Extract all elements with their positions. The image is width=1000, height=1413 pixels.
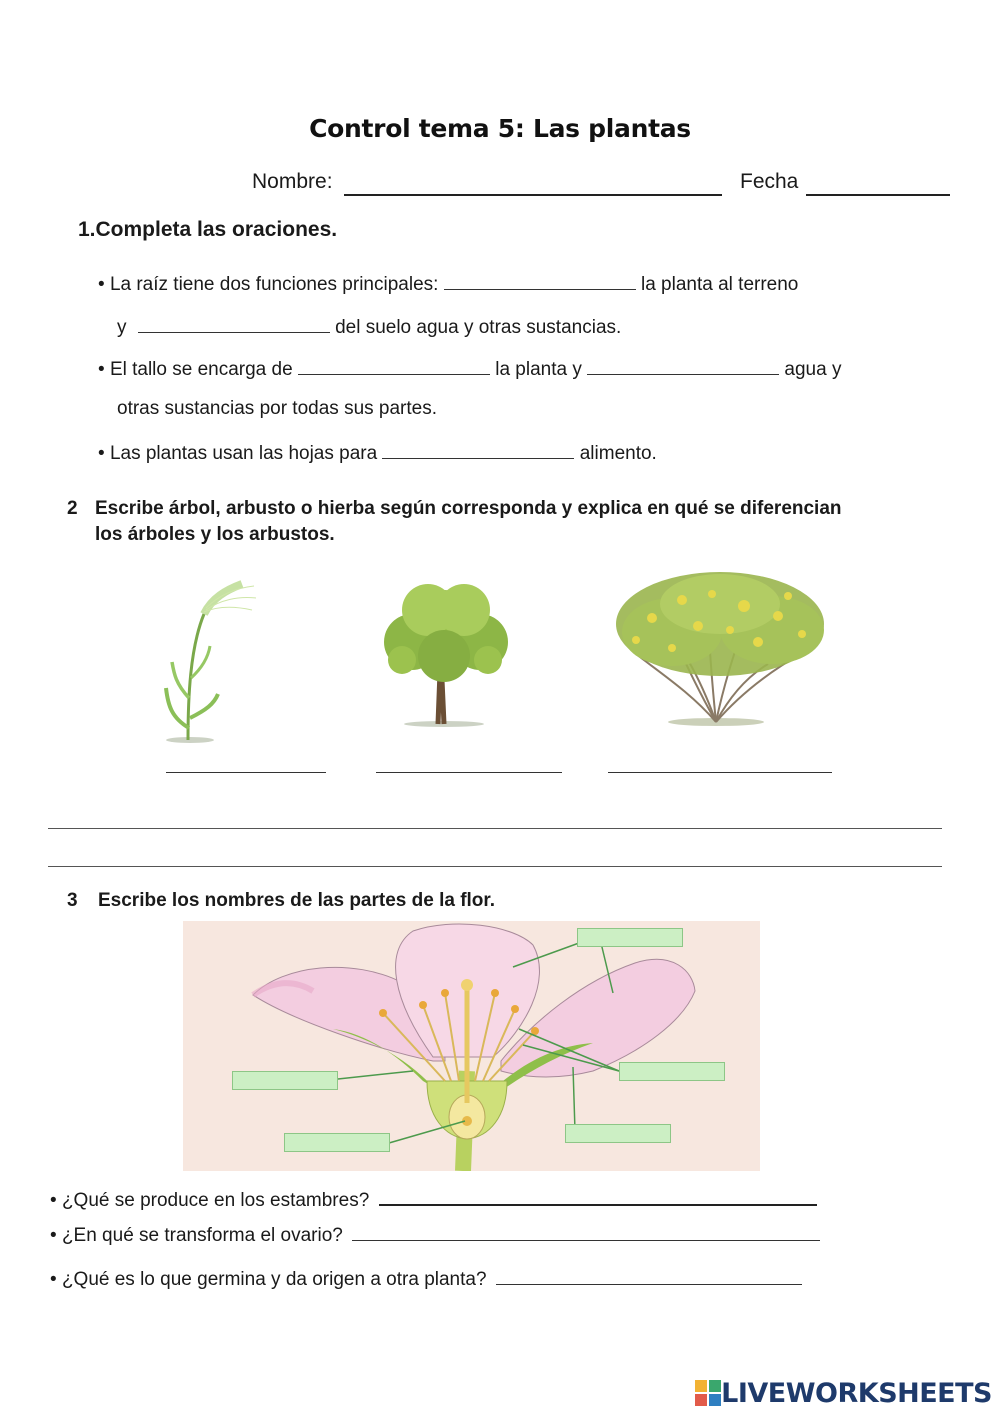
bullet-icon: •: [50, 1190, 57, 1211]
sentence-1-continued: [117, 314, 621, 339]
sentence-1-text-2: la planta al terreno: [640, 274, 799, 295]
grass-answer-line[interactable]: [166, 754, 326, 773]
blank-2a[interactable]: [298, 356, 490, 375]
final-answer-line-1[interactable]: [379, 1188, 817, 1206]
final-question-3-text: ¿Qué es lo que germina y da origen a otra planta?: [61, 1269, 487, 1290]
question-2-line-1: Escribe árbol, arbusto o hierba según corresponda y explica en qué se diferencian: [95, 498, 842, 519]
sentence-3-text-2: alimento.: [579, 443, 657, 464]
sentence-1-text: La raíz tiene dos funciones principales:: [109, 274, 439, 295]
sentence-1: [98, 271, 798, 296]
name-field-row: [252, 170, 722, 196]
final-question-1-text: ¿Qué se produce en los estambres?: [61, 1190, 370, 1211]
liveworksheets-logo-text: LIVEWORKSHEETS: [721, 1377, 992, 1409]
section-1-heading: 1.Completa las oraciones.: [78, 218, 338, 241]
date-label: Fecha: [740, 170, 799, 193]
flower-label-box-1[interactable]: [577, 928, 683, 947]
sentence-1-text-4: del suelo agua y otras sustancias.: [335, 317, 622, 338]
blank-1b[interactable]: [138, 314, 330, 333]
tree-illustration: [372, 580, 522, 728]
blank-3[interactable]: [382, 440, 574, 459]
bullet-icon: •: [98, 274, 105, 295]
question-2-line-2: los árboles y los arbustos.: [95, 524, 335, 545]
question-2-number: 2: [67, 498, 78, 519]
sentence-2-text-2: la planta y: [495, 359, 582, 380]
date-field-row: [740, 170, 950, 196]
bullet-icon: •: [98, 443, 105, 464]
page-title: Control tema 5: Las plantas: [309, 114, 691, 143]
grass-shadow-icon: [166, 737, 214, 743]
sentence-1-text-3: y: [117, 317, 127, 338]
name-label: Nombre:: [252, 170, 333, 193]
name-input-line[interactable]: [344, 170, 722, 196]
shrub-answer-line[interactable]: [608, 754, 832, 773]
liveworksheets-logo-icon: [695, 1380, 721, 1406]
sentence-3-text: Las plantas usan las hojas para: [109, 443, 378, 464]
liveworksheets-logo: [695, 1378, 992, 1408]
sentence-3: [98, 440, 657, 465]
tree-answer-line[interactable]: [376, 754, 562, 773]
grass-illustration: [160, 578, 260, 746]
date-input-line[interactable]: [806, 170, 950, 196]
sentence-2-continued: otras sustancias por todas sus partes.: [117, 398, 437, 419]
sentence-2-text: El tallo se encarga de: [109, 359, 293, 380]
final-question-1: [50, 1188, 817, 1212]
flower-label-box-2[interactable]: [232, 1071, 338, 1090]
explanation-line-2[interactable]: [48, 866, 942, 867]
question-3-number: 3: [67, 890, 78, 911]
final-answer-line-3[interactable]: [496, 1266, 802, 1285]
blank-2b[interactable]: [587, 356, 779, 375]
shrub-illustration: [612, 564, 834, 728]
flower-diagram: [183, 921, 760, 1171]
sentence-2: [98, 356, 841, 381]
flower-label-box-5[interactable]: [284, 1133, 390, 1152]
bullet-icon: •: [98, 359, 105, 380]
explanation-line-1[interactable]: [48, 828, 942, 829]
flower-illustration: [183, 921, 760, 1171]
final-question-3: [50, 1266, 802, 1291]
flower-label-box-4[interactable]: [565, 1124, 671, 1143]
sentence-2-text-3: agua y: [784, 359, 842, 380]
blank-1a[interactable]: [444, 271, 636, 290]
final-answer-line-2[interactable]: [352, 1222, 820, 1241]
final-question-2: [50, 1222, 820, 1247]
bullet-icon: •: [50, 1225, 57, 1246]
final-question-2-text: ¿En qué se transforma el ovario?: [61, 1225, 343, 1246]
bullet-icon: •: [50, 1269, 57, 1290]
question-3-heading: Escribe los nombres de las partes de la flor.: [98, 890, 496, 911]
flower-label-box-3[interactable]: [619, 1062, 725, 1081]
